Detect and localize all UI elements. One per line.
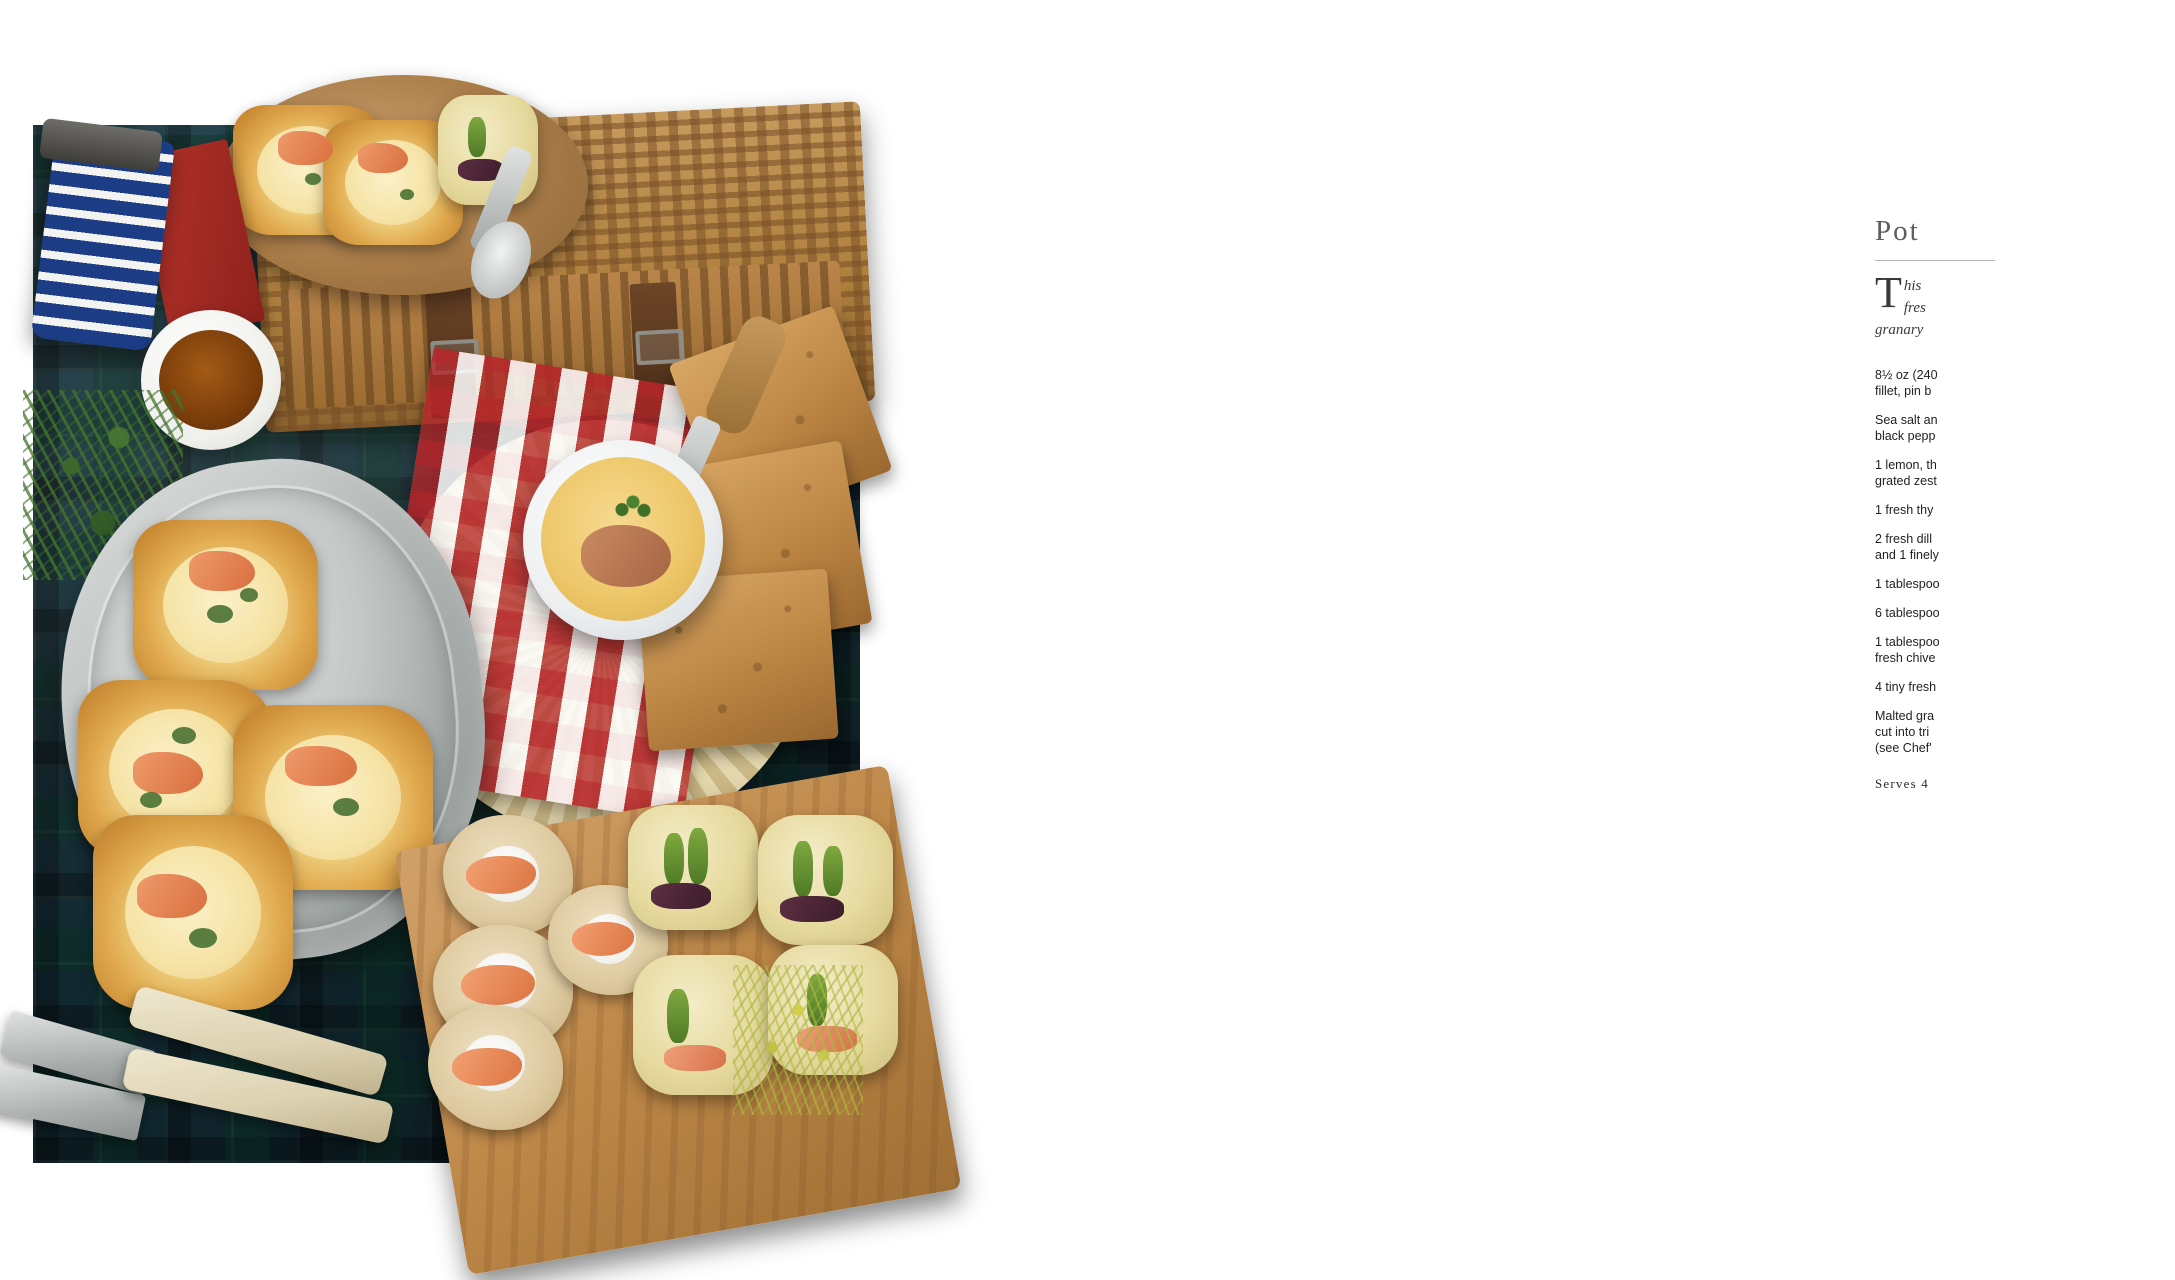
filo-tart <box>93 815 293 1010</box>
ingredient-item: 8½ oz (240 fillet, pin b <box>1875 368 1938 398</box>
ingredient-item: 1 tablespoo <box>1875 577 1940 591</box>
asparagus-wrap <box>628 805 758 930</box>
parsley-garnish <box>611 483 655 521</box>
ingredients-list <box>1875 367 2175 756</box>
intro-line-1: his <box>1903 278 1922 294</box>
intro-line-3: granary <box>1875 322 1924 338</box>
ingredient-item: 1 tablespoo fresh chive <box>1875 635 1940 665</box>
serves-label: Serves 4 <box>1875 776 1930 791</box>
ingredient-item: 6 tablespoo <box>1875 606 1940 620</box>
ingredient-item: Malted gra cut into tri (see Chef' <box>1875 709 1935 755</box>
ingredient-item: Sea salt an black pepp <box>1875 413 1938 443</box>
asparagus-wrap <box>758 815 893 945</box>
pate-salmon-flake <box>581 525 671 587</box>
recipe-title: Pot <box>1875 215 1920 247</box>
title-rule <box>1875 260 1995 261</box>
recipe-intro <box>1875 268 2175 341</box>
intro-dropcap: T <box>1875 268 1902 317</box>
ingredient-item: 2 fresh dill and 1 finely <box>1875 532 1939 562</box>
ingredient-item: 1 lemon, th grated zest <box>1875 458 1937 488</box>
ingredient-item: 1 fresh thy <box>1875 503 1934 517</box>
intro-line-2: fres <box>1903 300 1926 316</box>
hamper-buckle-right <box>635 329 685 365</box>
dill-garnish <box>733 965 863 1115</box>
filo-tart <box>133 520 318 690</box>
ingredient-item: 4 tiny fresh <box>1875 680 1937 694</box>
recipe-photograph <box>33 125 860 1163</box>
recipe-text-column <box>935 0 1940 1280</box>
